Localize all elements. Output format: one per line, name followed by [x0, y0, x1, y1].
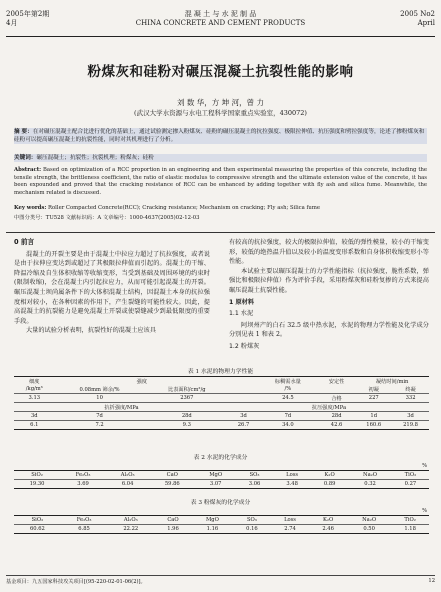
- table-cell: 0.89: [323, 481, 336, 487]
- table-cell: 1.16: [206, 526, 219, 532]
- table-head-cell: MgO: [209, 472, 223, 478]
- table-head-cell: 凝结时间/min: [375, 378, 409, 385]
- table-cell: 219.8: [403, 422, 418, 428]
- table-head-cell: SO₃: [249, 472, 260, 478]
- table-head-cell: MgO: [206, 517, 219, 523]
- table-cell: 1.96: [167, 526, 179, 532]
- month-label: 4月: [6, 19, 18, 27]
- table-head-cell: 标稠需水量: [274, 378, 301, 385]
- table-cell: 2367: [180, 395, 194, 401]
- author-list: 刘 数 华，方 坤 河，曾 力: [177, 98, 264, 107]
- table-head-cell: Na₂O: [362, 517, 377, 523]
- table-head-cell: 抗折强度/MPa: [104, 404, 139, 411]
- intro-heading: 0 前言: [14, 238, 35, 246]
- table-head-cell: [229, 385, 258, 394]
- table-head-cell: [318, 385, 356, 394]
- table-head-cell: Loss: [284, 517, 296, 523]
- funding-note: 基金项目：九五国家科技攻关项目[(95-220-02-01-06(2)]。: [6, 579, 146, 585]
- section-divider: [6, 232, 435, 233]
- table-cell: 10: [96, 395, 103, 401]
- table-cell: 0.27: [404, 481, 417, 487]
- table-head-cell: [229, 377, 258, 386]
- body-paragraph: 有较高的抗拉强度，较大的极限拉伸值，较低的弹性模量，较小的干缩变形，较低的绝热温升值以及较小的温度变形系数和自身体积收缩变形小等性能。: [229, 239, 429, 266]
- abstract-en-label: Abstract:: [14, 167, 42, 173]
- table-head-cell: K₂O: [324, 472, 335, 478]
- table-cell: 22.22: [123, 526, 139, 532]
- header-right: [400, 10, 435, 28]
- table-cell: 0.16: [246, 526, 258, 532]
- running-header: [6, 6, 435, 37]
- classification-line: 中图分类号：TU528 文献标识码：A 文章编号：1000-4637(2005)02-12-03: [14, 215, 200, 221]
- table-head-cell: 28d: [331, 413, 342, 419]
- table-head-cell: 3d: [30, 413, 38, 419]
- table-head-cell: Al₂O₃: [123, 517, 138, 523]
- table-head-cell: TiO₂: [404, 472, 417, 478]
- table-head-cell: K₂O: [323, 517, 334, 523]
- table-head-cell: SO₃: [246, 517, 257, 523]
- page-number: 12: [428, 578, 435, 584]
- keywords-cn: [14, 154, 427, 162]
- issue-label: 2005年第2期: [6, 10, 50, 18]
- table3-caption: 表 3 粉煤灰的化学成分: [190, 500, 251, 506]
- table2: [14, 470, 429, 489]
- left-column: [14, 238, 210, 336]
- table-cell: 24.5: [282, 395, 294, 401]
- table1: [14, 376, 429, 430]
- body-paragraph: 本试验主要以碾压混凝土的力学性能指标（抗拉强度，脆性系数，弹强比和极限拉伸值）作为评价手段，采用粉煤灰和硅粉复掺的方式来提高碾压混凝土抗裂性能。: [229, 267, 429, 294]
- table-head-cell: 细度: [29, 378, 40, 385]
- table-cell: 60.62: [29, 526, 45, 532]
- table-head-cell: /%: [284, 386, 292, 392]
- table-head-cell: 1d: [370, 413, 378, 419]
- intro-paragraph: 大量的试验分析表明，抗裂性好的混凝土应该具: [26, 327, 156, 335]
- table-cell: 0.50: [363, 526, 375, 532]
- table3-unit: %: [422, 508, 427, 514]
- section-heading-materials: 1 原材料: [229, 298, 255, 306]
- table-cell: 3.13: [28, 395, 41, 401]
- keywords-en-label: Key words:: [14, 205, 47, 211]
- table-head-cell: SiO₂: [31, 472, 43, 478]
- subsection-heading-flyash: 1.2 粉煤灰: [229, 342, 260, 350]
- table-cell: 3.07: [209, 481, 222, 487]
- table-cell: 227: [368, 395, 379, 401]
- table2-caption: 表 2 水泥的化学成分: [193, 455, 248, 461]
- intro-paragraph: 混凝土的开裂主要是由于混凝土中拉应力超过了抗拉强度，或者说是由于拉伸应变达到或超过了其极限拉伸值而引起的。混凝土的干缩、降温冷缩及自生体积收缩等收缩变形，当受到基础及周围环境的约束时(限制收缩)，会在混凝土内引起拉应力，从而可能引起混凝土的开裂。碾压混凝土坝尚属条件下的大体积混凝土结构，因混凝土本身的抗拉强度相对较小，在各种因素的作用下，产生裂缝的可能性较大。因此，提高混凝土的抗裂能力是避免混凝土开裂或使裂缝减少到最低限度的重要手段。: [14, 250, 210, 325]
- table-head-cell: 28d: [181, 413, 192, 419]
- table-cell: 0.32: [364, 481, 376, 487]
- table-head-cell: 终凝: [405, 386, 416, 393]
- keywords-en-text: Roller Compacted Concrete(RCC); Cracking resistance; Mechanism on cracking; Fly ash; Silica fume: [48, 205, 320, 211]
- right-column: [229, 238, 429, 354]
- table-head-cell: Fe₂O₃: [76, 517, 92, 523]
- table-head-cell: 3d: [407, 413, 414, 419]
- abstract-cn-label: 摘 要：: [14, 129, 33, 135]
- table-head-cell: 抗压强度/MPa: [311, 404, 347, 411]
- table-cell: 9.3: [182, 422, 191, 428]
- table-cell: 160.6: [366, 422, 382, 428]
- footnote: [6, 575, 435, 585]
- abstract-cn: [14, 128, 427, 144]
- journal-name-cn: 混 凝 土 与 水 泥 制 品: [184, 10, 257, 18]
- table-cell: 59.86: [164, 481, 180, 487]
- table-head-cell: 0.08mm 筛余/%: [79, 386, 120, 393]
- table-cell: 6.85: [78, 526, 90, 532]
- journal-name-en: CHINA CONCRETE AND CEMENT PRODUCTS: [135, 19, 306, 27]
- table-head-cell: SiO₂: [31, 517, 44, 523]
- table-head-cell: 强度: [136, 378, 147, 385]
- table-cell: 6.04: [121, 481, 134, 487]
- table-head-cell: TiO₂: [404, 517, 416, 523]
- table-head-cell: 比表面积/cm²/g: [168, 386, 206, 393]
- table-cell: 42.6: [330, 422, 343, 428]
- table-cell: 3.69: [77, 481, 89, 487]
- table2-unit: %: [422, 463, 427, 469]
- table-cell: 34.0: [282, 422, 294, 428]
- table3: [14, 515, 429, 534]
- abstract-en-text: Based on optimization of a RCC proportion in an engineering and then experimental measuring the properties of this concrete, including the tensile strength, the brittleness coefficient, the ratio of elastic modulus to compressive strength and the ultimate extension value of the concrete, it has been expounded and proved that the cracking resistance of RCC can be enhanced by adding together with fly ash and silica fume. Meanwhile, the mechanism related is discussed.: [14, 167, 427, 196]
- table-head-cell: CaO: [166, 472, 178, 478]
- abstract-cn-text: 在对碾压混凝土配合比进行优化的基础上，通过试验测定掺入粉煤灰、硅粉的碾压混凝土的抗拉强度、极限拉伸值、抗压强度和劈拉强度等，论述了掺粉煤灰和硅粉可以提高碾压混凝土的抗裂性能，同时对其机理进行了分析。: [14, 129, 425, 143]
- table-cell: 2.46: [322, 526, 334, 532]
- abstract-en: [14, 167, 427, 197]
- cement-paragraph: 阿坝州产的白石 32.5 级中热水泥，水泥的物理力学性能及化学成分分别见表 1 和表 2。: [229, 321, 429, 339]
- table-cell: 7.2: [95, 422, 104, 428]
- table-head-cell: CaO: [167, 517, 179, 523]
- table-head-cell: Loss: [286, 472, 299, 478]
- subsection-heading-cement: 1.1 水泥: [229, 310, 254, 318]
- issue-number-en: 2005 No2: [400, 10, 435, 18]
- table-head-cell: /kg/m³: [25, 386, 43, 392]
- table-cell: 2.74: [284, 526, 296, 532]
- table-head-cell: 7d: [284, 413, 292, 419]
- table-cell: [229, 394, 258, 403]
- keywords-cn-text: 碾压混凝土；抗裂性；抗裂机理；粉煤灰；硅粉: [36, 155, 154, 161]
- table-head-cell: 3d: [240, 413, 247, 419]
- table-head-cell: Fe₂O₃: [75, 472, 91, 478]
- table-cell: 1.18: [404, 526, 416, 532]
- keywords-en: [14, 205, 427, 213]
- table-cell: 332: [405, 395, 416, 401]
- keywords-cn-label: 关键词：: [14, 155, 37, 161]
- header-center: [6, 10, 435, 28]
- table-cell: 19.30: [29, 481, 45, 487]
- table1-caption: 表 1 水泥的物理力学性能: [187, 369, 254, 375]
- table-head-cell: 安定性: [328, 378, 345, 385]
- table-head-cell: Na₂O: [363, 472, 378, 478]
- article-title: 粉煤灰和硅粉对碾压混凝土抗裂性能的影响: [87, 64, 354, 80]
- affiliation: (武汉大学水资源与水电工程科学国家重点实验室，430072): [134, 109, 307, 117]
- table-cell: 6.1: [30, 422, 39, 428]
- table-head-cell: Al₂O₃: [120, 472, 135, 478]
- month-en: April: [417, 19, 435, 27]
- table-head-cell: 7d: [96, 413, 103, 419]
- table-cell: 3.48: [286, 481, 298, 487]
- table-head-cell: 初凝: [368, 386, 379, 393]
- table-cell: 3.06: [248, 481, 261, 487]
- table-cell: 合格: [331, 395, 342, 402]
- table-cell: 26.7: [237, 422, 250, 428]
